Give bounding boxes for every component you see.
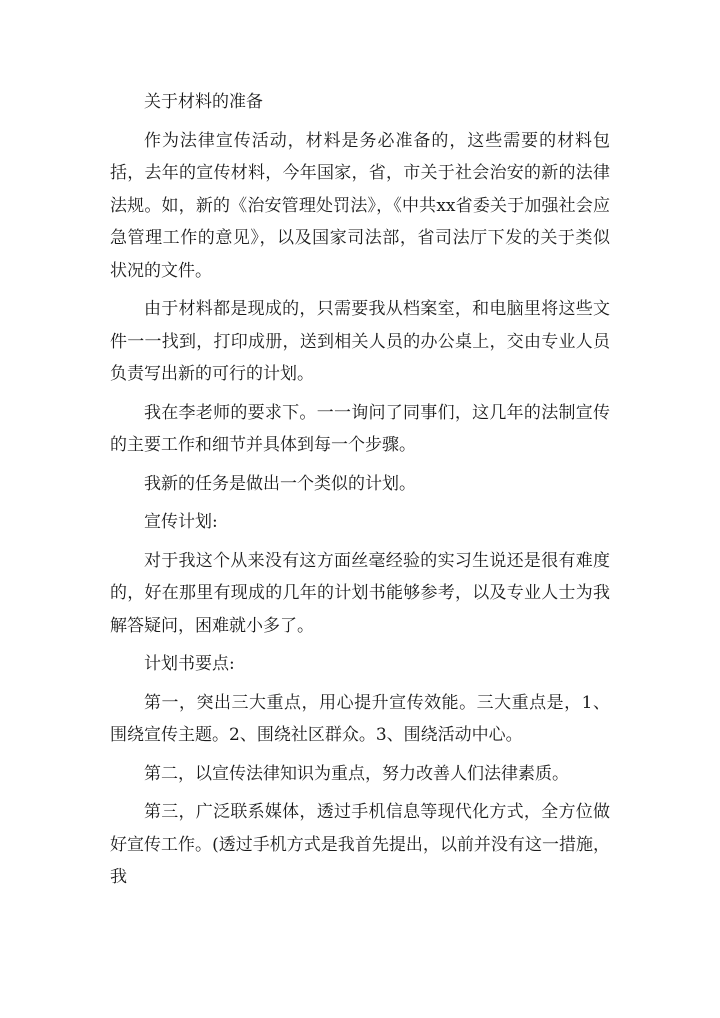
paragraph-plan-difficulty: 对于我这个从来没有这方面丝毫经验的实习生说还是很有难度的，好在那里有现成的几年的计划书能够参考，以及专业人士为我解答疑问，困难就小多了。 (110, 550, 610, 636)
paragraph-point-three: 第三，广泛联系媒体，透过手机信息等现代化方式，全方位做好宣传工作。(透过手机方式是我首先提出，以前并没有这一措施，我 (110, 802, 610, 887)
paragraph-materials-heading: 关于材料的准备 (144, 92, 263, 112)
paragraph-point-one: 第一，突出三大重点，用心提升宣传效能。三大重点是，1、围绕宣传主题。2、围绕社区群众。3、围绕活动中心。 (110, 692, 610, 745)
paragraph-new-task: 我新的任务是做出一个类似的计划。 (144, 473, 416, 494)
paragraph-plan-heading: 宣传计划: (144, 512, 218, 532)
paragraph-materials-collection: 由于材料都是现成的，只需要我从档案室，和电脑里将这些文件一一找到，打印成册，送到相关人员的办公桌上，交由专业人员负责写出新的可行的计划。 (110, 299, 610, 384)
paragraph-plan-points-heading: 计划书要点: (144, 654, 235, 674)
paragraph-inquiry: 我在李老师的要求下。一一询问了同事们，这几年的法制宣传的主要工作和细节并具体到每一个步骤。 (110, 402, 610, 455)
paragraph-materials-list: 作为法律宣传活动，材料是务必准备的，这些需要的材料包括，去年的宣传材料，今年国家，省，市关于社会治安的新的法律法规。如，新的《治安管理处罚法》，《中共xx省委关于加强社会应急管理工作的意见》，以及国家司法部，省司法厅下发的关于类似状况的文件。 (110, 130, 610, 281)
paragraph-point-two: 第二，以宣传法律知识为重点，努力改善人们法律素质。 (144, 763, 569, 784)
document-body (110, 86, 610, 900)
